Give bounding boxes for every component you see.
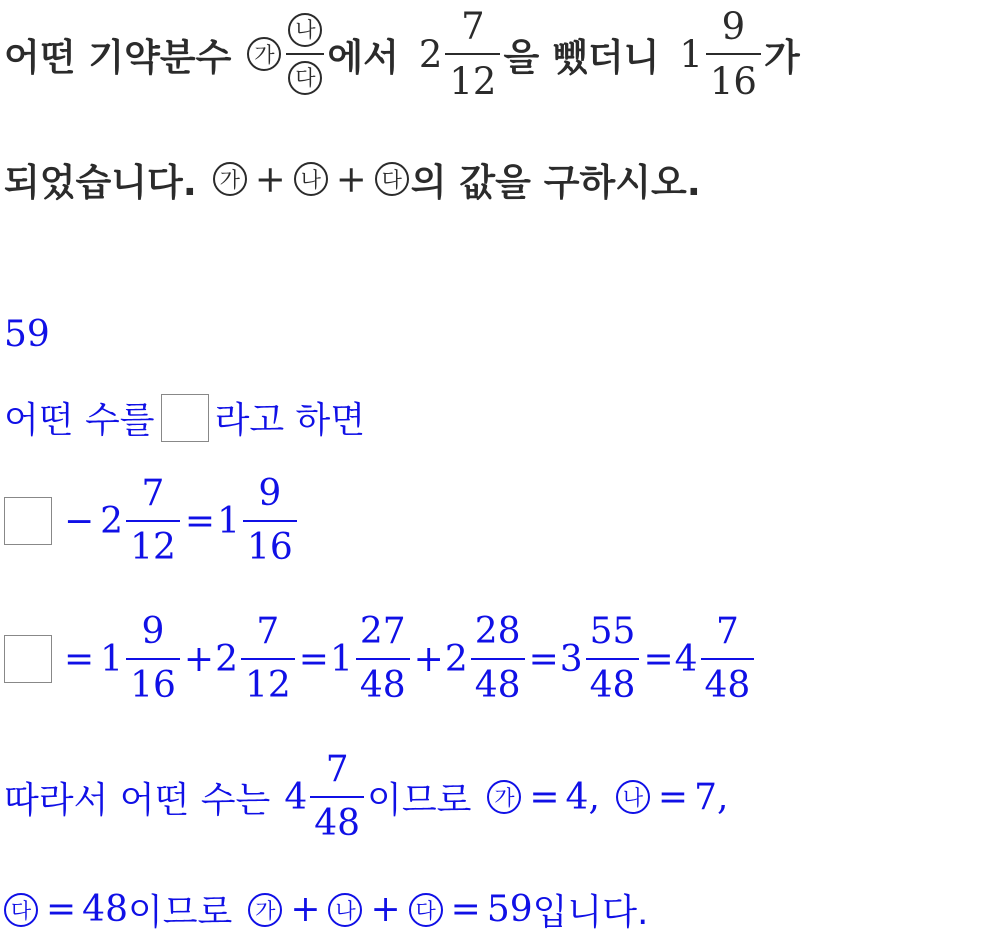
- solution-line-3: [4, 611, 757, 706]
- equals-sign: =: [529, 776, 560, 818]
- equals-sign: =: [643, 638, 674, 680]
- value-sum: 59: [486, 889, 533, 930]
- blank-box: [161, 394, 209, 442]
- solution-line-4: [4, 749, 729, 844]
- answer-number: 59: [4, 314, 50, 355]
- question-text: 을 뺐더니: [503, 36, 660, 79]
- mixed-fraction: [706, 5, 761, 103]
- denominator: 48: [704, 665, 751, 706]
- equals-sign: =: [64, 638, 95, 680]
- circled-da: 다: [375, 162, 409, 196]
- blank-box: [4, 635, 52, 683]
- numerator: 7: [461, 5, 485, 48]
- circled-ga: 가: [248, 893, 282, 927]
- mixed-whole: 2: [100, 500, 124, 542]
- question-text: 되었습니다.: [4, 161, 197, 204]
- answer-value: [4, 314, 50, 355]
- mixed-fraction: [356, 611, 410, 706]
- solution-line-2: [4, 473, 300, 568]
- equals-sign: =: [184, 500, 216, 542]
- plus-sign: +: [335, 157, 367, 201]
- numerator: 7: [325, 749, 349, 790]
- solution-text: 따라서 어떤 수는: [4, 779, 271, 821]
- mixed-fraction: [243, 473, 297, 568]
- circled-da: 다: [409, 893, 443, 927]
- denominator: 12: [130, 527, 176, 568]
- solution-text: 어떤 수를: [4, 400, 155, 441]
- equals-sign: =: [450, 889, 481, 930]
- fraction-na-over-da: [286, 13, 324, 95]
- denominator: 48: [314, 803, 361, 844]
- numerator: 7: [141, 473, 165, 514]
- denominator: 12: [449, 60, 497, 103]
- denominator: 48: [589, 665, 636, 706]
- numerator: 9: [721, 5, 746, 48]
- circled-ga: 가: [487, 780, 521, 814]
- mixed-whole: 2: [215, 638, 238, 680]
- denominator: 16: [246, 527, 293, 568]
- equals-sign: =: [528, 638, 559, 680]
- equals-sign: =: [657, 776, 689, 818]
- numerator: 9: [258, 473, 282, 514]
- circled-da: 다: [288, 61, 322, 95]
- circled-da: 다: [4, 893, 38, 927]
- value-na: 7,: [694, 776, 729, 818]
- mixed-fraction: [586, 611, 640, 706]
- plus-sign: +: [290, 889, 321, 930]
- numerator: 55: [589, 611, 636, 652]
- plus-sign: +: [183, 638, 215, 680]
- minus-sign: −: [64, 500, 95, 542]
- mixed-whole: 1: [100, 638, 124, 680]
- numerator: 28: [474, 611, 521, 652]
- plus-sign: +: [413, 638, 444, 680]
- mixed-fraction: [241, 611, 295, 706]
- question-text: 어떤 기약분수: [4, 36, 232, 79]
- denominator: 16: [709, 60, 757, 103]
- value-da: 48: [82, 889, 128, 930]
- denominator: 48: [474, 665, 521, 706]
- mixed-fraction: [126, 473, 180, 568]
- fraction-bar: [286, 53, 324, 55]
- plus-sign: +: [254, 157, 286, 201]
- solution-text: 입니다.: [532, 892, 649, 933]
- numerator: 27: [359, 611, 406, 652]
- circled-na: 나: [616, 780, 650, 814]
- mixed-whole: 1: [217, 500, 240, 542]
- solution-text: 라고 하면: [214, 400, 366, 441]
- mixed-fraction: [471, 611, 525, 706]
- blank-box: [4, 497, 52, 545]
- equals-sign: =: [46, 889, 77, 930]
- mixed-whole: 2: [418, 32, 443, 76]
- question-text: 가: [763, 36, 800, 79]
- mixed-whole: 1: [329, 638, 353, 680]
- mixed-whole: 2: [444, 638, 468, 680]
- denominator: 16: [130, 665, 176, 706]
- solution-line-1: [4, 392, 365, 443]
- circled-ga: 가: [247, 37, 281, 71]
- circled-na: 나: [288, 13, 322, 47]
- solution-text: 이므로: [127, 892, 233, 933]
- question-text: 의 값을 구하시오.: [410, 161, 701, 204]
- equals-sign: =: [298, 638, 329, 680]
- numerator: 9: [141, 611, 165, 652]
- mixed-whole: 4: [674, 638, 698, 680]
- question-text: 에서: [327, 36, 399, 79]
- mixed-whole: 1: [679, 32, 703, 76]
- value-ga: 4,: [565, 776, 600, 818]
- numerator: 7: [256, 611, 280, 652]
- mixed-fraction: [126, 611, 180, 706]
- circled-ga: 가: [213, 162, 247, 196]
- mixed-fraction: [445, 5, 500, 103]
- denominator: 48: [359, 665, 406, 706]
- mixed-fraction: [701, 611, 755, 706]
- solution-text: 이므로: [367, 779, 472, 821]
- numerator: 7: [715, 611, 739, 652]
- question-line-1: [4, 5, 800, 103]
- mixed-whole: 3: [559, 638, 583, 680]
- circled-na: 나: [294, 162, 328, 196]
- question-line-2: [4, 152, 701, 206]
- mixed-fraction: [310, 749, 364, 844]
- mixed-whole: 4: [284, 776, 308, 818]
- circled-na: 나: [328, 893, 362, 927]
- denominator: 12: [244, 665, 291, 706]
- solution-line-5: [4, 884, 648, 935]
- plus-sign: +: [370, 889, 401, 930]
